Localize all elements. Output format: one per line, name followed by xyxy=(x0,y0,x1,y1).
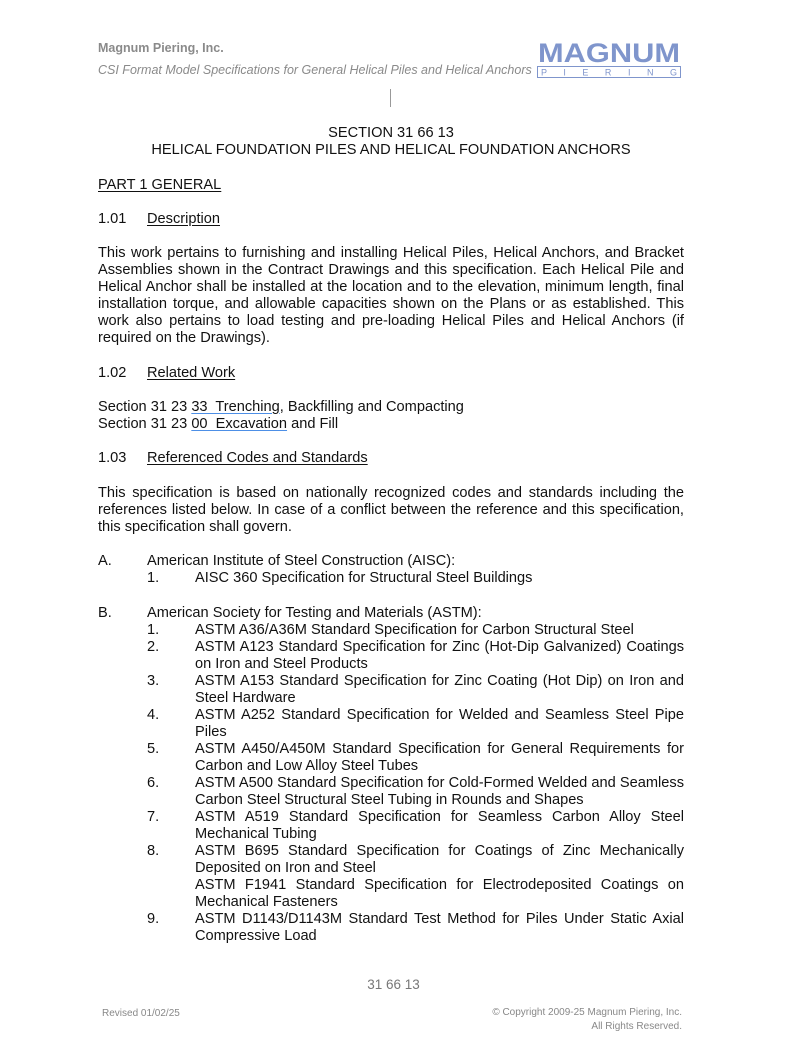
related-work-link-trenching[interactable]: 33 Trenching xyxy=(191,399,280,415)
heading-1-02-number: 1.02 xyxy=(98,365,127,381)
related-work-suffix: and Fill xyxy=(287,416,339,432)
list-item xyxy=(147,570,684,587)
list-item-text: ASTM A153 Standard Specification for Zinc Coating (Hot Dip) on Iron and Steel Hardware xyxy=(195,673,684,706)
list-item xyxy=(147,622,684,639)
list-item-text: ASTM A252 Standard Specification for Welded and Seamless Steel Pipe Piles xyxy=(195,707,684,740)
heading-1-02 xyxy=(98,365,684,382)
heading-1-02-text xyxy=(98,365,235,381)
related-work-prefix: Section 31 23 xyxy=(98,399,192,415)
list-item-text: ASTM A36/A36M Standard Specification for Carbon Structural Steel xyxy=(195,622,634,638)
magnum-piering-logo xyxy=(536,39,682,79)
heading-1-01-number: 1.01 xyxy=(98,211,127,227)
group-title: American Society for Testing and Materials (ASTM): xyxy=(147,605,482,621)
header-company-name: Magnum Piering, Inc. xyxy=(98,41,224,55)
heading-1-01 xyxy=(98,211,684,228)
header-subtitle: CSI Format Model Specifications for General Helical Piles and Helical Anchors xyxy=(98,63,532,77)
description-paragraph: This work pertains to furnishing and installing Helical Piles, Helical Anchors, and Bracket Assemblies shown in the Contract Drawings and this specification. Each Helical Pile and Helical Anchor shall be installed at the location and to the elevation, minimum length, final installation torque, and allowable capacities shown on the Plans or as established. This work also pertains to load testing and pre-loading Helical Piles and Helical Anchors (if required on the Drawings). xyxy=(98,245,684,346)
list-item-text: AISC 360 Specification for Structural Steel Buildings xyxy=(195,570,533,586)
list-item-number: 7. xyxy=(147,809,160,825)
copyright-block xyxy=(492,1006,682,1034)
related-work-line-2 xyxy=(98,416,684,433)
list-item-text: ASTM B695 Standard Specification for Coatings of Zinc Mechanically Deposited on Iron and Steel xyxy=(195,843,684,876)
part-heading xyxy=(98,177,684,194)
list-item-number: 6. xyxy=(147,775,160,791)
list-item-number: 3. xyxy=(147,673,160,689)
revised-date: Revised 01/02/25 xyxy=(102,1008,180,1019)
logo-graphic xyxy=(536,39,682,79)
related-work-prefix: Section 31 23 xyxy=(98,416,192,432)
list-item xyxy=(147,911,684,945)
heading-1-02-title: Related Work xyxy=(147,365,236,381)
group-letter: A. xyxy=(98,553,112,569)
part-heading-text: PART 1 GENERAL xyxy=(98,177,222,193)
list-item xyxy=(147,775,684,809)
list-item-text: ASTM A500 Standard Specification for Cold-Formed Welded and Seamless Carbon Steel Structural Steel Tubing in Rounds and Shapes xyxy=(195,775,684,808)
logo-word: MAGNUM xyxy=(538,39,680,68)
list-item xyxy=(147,877,684,911)
related-work-link-excavation[interactable]: 00 Excavation xyxy=(191,416,288,432)
group-letter: B. xyxy=(98,605,112,621)
heading-1-03 xyxy=(98,450,684,467)
heading-1-03-text xyxy=(98,450,368,466)
list-item-text: ASTM A450/A450M Standard Specification for General Requirements for Carbon and Low Alloy Steel Tubes xyxy=(195,741,684,774)
reference-group-b xyxy=(98,605,684,945)
list-item-number: 1. xyxy=(147,570,160,586)
list-item-text: ASTM D1143/D1143M Standard Test Method for Piles Under Static Axial Compressive Load xyxy=(195,911,684,944)
list-item xyxy=(147,843,684,877)
page-number: 31 66 13 xyxy=(367,977,420,992)
list-item-number: 5. xyxy=(147,741,160,757)
heading-1-01-title: Description xyxy=(147,211,220,227)
section-title: HELICAL FOUNDATION PILES AND HELICAL FOUNDATION ANCHORS xyxy=(151,142,631,158)
heading-1-01-text xyxy=(98,211,220,227)
heading-1-03-number: 1.03 xyxy=(98,450,127,466)
heading-1-03-title: Referenced Codes and Standards xyxy=(147,450,368,466)
list-item-number: 9. xyxy=(147,911,160,927)
related-work-line-1 xyxy=(98,399,684,416)
list-item xyxy=(147,707,684,741)
list-item-number: 4. xyxy=(147,707,160,723)
list-item-number: 1. xyxy=(147,622,160,638)
list-item-text: ASTM F1941 Standard Specification for Electrodeposited Coatings on Mechanical Fasteners xyxy=(195,877,684,910)
group-title: American Institute of Steel Construction (AISC): xyxy=(147,553,456,569)
related-work-suffix: , Backfilling and Compacting xyxy=(279,399,464,415)
list-item xyxy=(147,639,684,673)
list-item-number: 8. xyxy=(147,843,160,859)
list-item-text: ASTM A123 Standard Specification for Zinc (Hot-Dip Galvanized) Coatings on Iron and Steel Products xyxy=(195,639,684,672)
text-cursor xyxy=(390,89,391,107)
list-item-text: ASTM A519 Standard Specification for Seamless Carbon Alloy Steel Mechanical Tubing xyxy=(195,809,684,842)
list-item xyxy=(147,809,684,843)
copyright-text: © Copyright 2009-25 Magnum Piering, Inc. xyxy=(492,1007,682,1018)
list-item xyxy=(147,741,684,775)
list-item xyxy=(147,673,684,707)
logo-tagline: P I E R I N G xyxy=(541,67,677,78)
codes-paragraph: This specification is based on nationally recognized codes and standards including the references listed below. In case of a conflict between the reference and this specification, this specification shall govern. xyxy=(98,485,684,535)
section-number: SECTION 31 66 13 xyxy=(328,125,454,141)
rights-reserved-text: All Rights Reserved. xyxy=(591,1021,682,1032)
reference-group-a xyxy=(98,553,684,587)
list-item-number: 2. xyxy=(147,639,160,655)
